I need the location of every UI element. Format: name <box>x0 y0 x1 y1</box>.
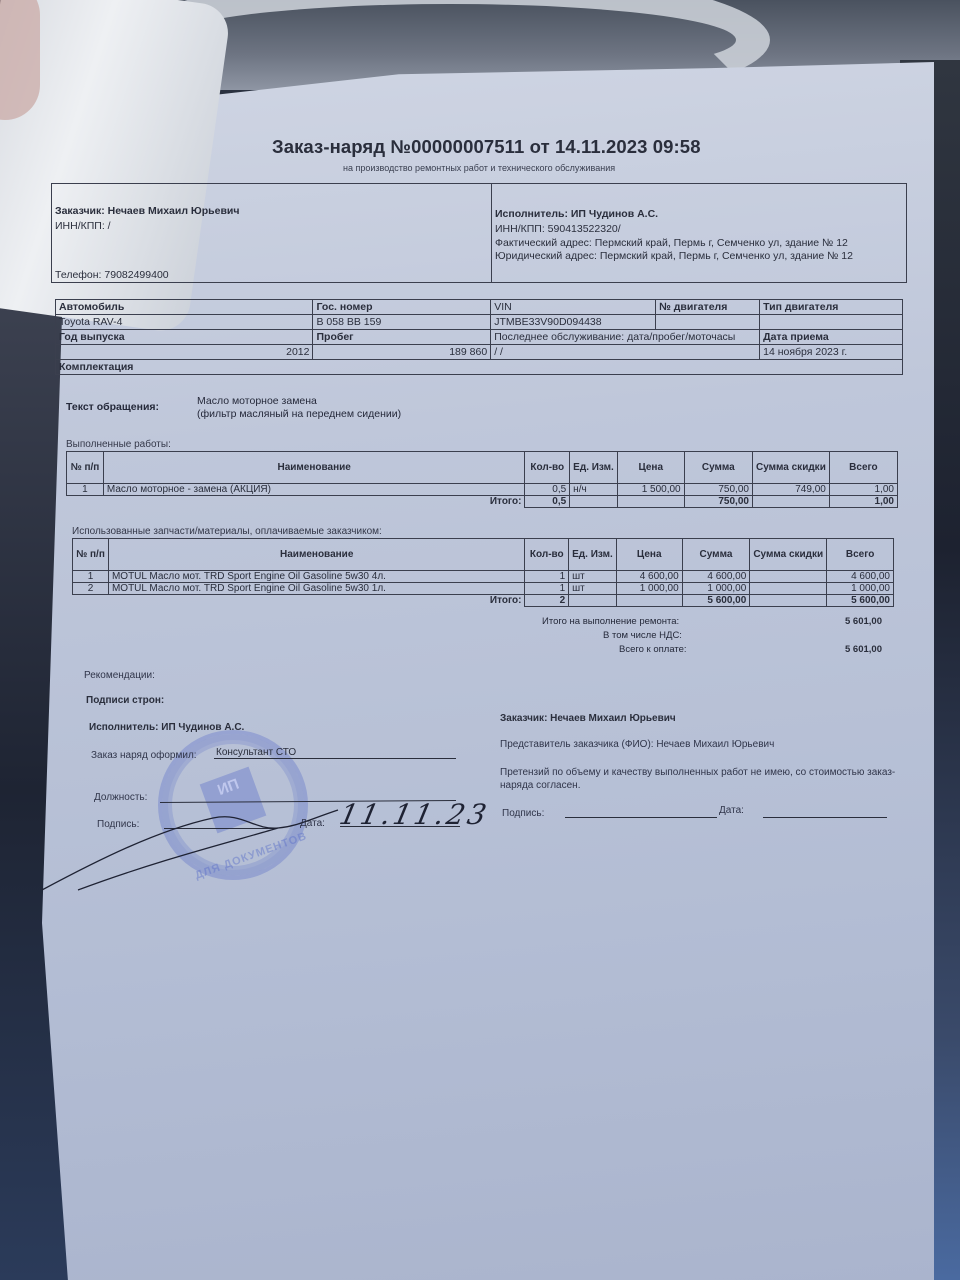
contractor-name: Исполнитель: ИП Чудинов А.С. <box>495 208 659 220</box>
works-header-row <box>67 452 898 484</box>
header-mileage: Пробег <box>313 330 491 345</box>
customer-block <box>52 184 492 282</box>
col-price: Цена <box>616 539 682 571</box>
row-name: MOTUL Масло мот. TRD Sport Engine Oil Gasoline 5w30 1л. <box>108 583 524 595</box>
row-sum: 1 000,00 <box>682 583 750 595</box>
total-label: Итого: <box>489 595 522 607</box>
row-sum: 750,00 <box>684 484 752 496</box>
row-unit: шт <box>569 583 617 595</box>
value-car: Toyota RAV-4 <box>56 315 313 330</box>
table-row <box>67 484 898 496</box>
row-total: 1 000,00 <box>827 583 894 595</box>
value-year: 2012 <box>56 345 313 360</box>
value-plate: В 058 ВВ 159 <box>313 315 491 330</box>
request-text <box>197 395 401 421</box>
col-name: Наименование <box>108 539 524 571</box>
signature-scribble-icon <box>38 790 358 900</box>
row-num: 1 <box>73 571 109 583</box>
works-section-label: Выполненные работы: <box>66 439 171 450</box>
customer-signature-label: Подпись: <box>502 808 545 819</box>
parts-table <box>72 538 894 607</box>
vehicle-table <box>55 299 903 375</box>
customer-representative: Представитель заказчика (ФИО): Нечаев Михаил Юрьевич <box>500 739 775 750</box>
contractor-inn: ИНН/КПП: 590413522320/ <box>495 223 621 235</box>
col-num: № п/п <box>73 539 109 571</box>
parts-total-row <box>73 595 894 607</box>
value-vin: JTMBE33V90D094438 <box>491 315 656 330</box>
contractor-signature-label: Подпись: <box>97 819 140 830</box>
total-qty: 2 <box>525 595 569 607</box>
row-sum: 4 600,00 <box>682 571 750 583</box>
row-discount <box>750 571 827 583</box>
row-total: 1,00 <box>829 484 897 496</box>
value-mileage: 189 860 <box>313 345 491 360</box>
contractor-date-label: Дата: <box>300 818 325 829</box>
row-price: 1 500,00 <box>617 484 684 496</box>
col-sum: Сумма <box>682 539 750 571</box>
row-name: MOTUL Масло мот. TRD Sport Engine Oil Gasoline 5w30 4л. <box>108 571 524 583</box>
request-label: Текст обращения: <box>66 401 160 413</box>
header-plate: Гос. номер <box>313 300 491 315</box>
row-discount <box>750 583 827 595</box>
recommendations-label: Рекомендации: <box>84 670 155 681</box>
contractor-sign-title: Исполнитель: ИП Чудинов А.С. <box>89 722 245 733</box>
signatures-label: Подписи строн: <box>86 695 165 706</box>
header-vin: VIN <box>491 300 656 315</box>
row-unit: н/ч <box>570 484 618 496</box>
customer-date-line <box>763 817 887 818</box>
header-car: Автомобиль <box>56 300 313 315</box>
row-price: 1 000,00 <box>616 583 682 595</box>
table-row <box>73 571 894 583</box>
row-discount: 749,00 <box>752 484 829 496</box>
row-qty: 1 <box>525 571 569 583</box>
total-sum: 5 600,00 <box>682 595 750 607</box>
col-sum: Сумма <box>684 452 752 484</box>
col-price: Цена <box>617 452 684 484</box>
contractor-actual-address: Фактический адрес: Пермский край, Пермь г, Семченко ул, здание № 12 <box>495 237 848 249</box>
customer-name: Заказчик: Нечаев Михаил Юрьевич <box>55 205 240 217</box>
works-table <box>66 451 898 508</box>
row-num: 1 <box>67 484 104 496</box>
customer-signature-line <box>565 817 717 818</box>
col-unit: Ед. Изм. <box>569 539 617 571</box>
document-subtitle: на производство ремонтных работ и технического обслуживания <box>343 163 616 173</box>
value-engine-no <box>656 315 760 330</box>
issued-by-line <box>214 758 456 759</box>
total-sum: 750,00 <box>684 496 752 508</box>
row-unit: шт <box>569 571 617 583</box>
grand-total-value: 5 601,00 <box>845 644 882 655</box>
header-date-received: Дата приема <box>760 330 903 345</box>
col-qty: Кол-во <box>525 452 570 484</box>
col-name: Наименование <box>103 452 524 484</box>
stamp-logo: ИП <box>200 767 267 834</box>
issued-by-label: Заказ наряд оформил: <box>91 750 197 761</box>
total-total: 5 600,00 <box>827 595 894 607</box>
col-discount: Сумма скидки <box>752 452 829 484</box>
contractor-block <box>492 184 906 282</box>
row-num: 2 <box>73 583 109 595</box>
handwritten-date: 11.11.23 <box>336 798 493 831</box>
total-label: Итого: <box>489 496 522 508</box>
header-year: Год выпуска <box>56 330 313 345</box>
stamp-text: ДЛЯ ДОКУМЕНТОВ <box>193 830 309 882</box>
works-total-row <box>67 496 898 508</box>
header-engine-no: № двигателя <box>656 300 760 315</box>
parts-header-row <box>73 539 894 571</box>
position-label: Должность: <box>94 792 148 803</box>
customer-phone: Телефон: 79082499400 <box>55 269 169 281</box>
row-price: 4 600,00 <box>616 571 682 583</box>
col-num: № п/п <box>67 452 104 484</box>
customer-sign-title: Заказчик: Нечаев Михаил Юрьевич <box>500 713 676 724</box>
col-total: Всего <box>829 452 897 484</box>
col-unit: Ед. Изм. <box>570 452 618 484</box>
col-discount: Сумма скидки <box>750 539 827 571</box>
repair-total-label: Итого на выполнение ремонта: <box>542 616 680 627</box>
issued-by-value: Консультант СТО <box>216 747 297 758</box>
row-qty: 1 <box>525 583 569 595</box>
customer-inn: ИНН/КПП: / <box>55 220 111 232</box>
parties-box <box>51 183 907 283</box>
header-equipment: Комплектация <box>56 360 903 375</box>
row-qty: 0,5 <box>525 484 570 496</box>
contractor-legal-address: Юридический адрес: Пермский край, Пермь г, Семченко ул, здание № 12 <box>495 250 853 262</box>
document-title: Заказ-наряд №00000007511 от 14.11.2023 09:58 <box>272 136 701 157</box>
value-date-received: 14 ноября 2023 г. <box>760 345 903 360</box>
header-engine-type: Тип двигателя <box>760 300 903 315</box>
customer-statement: Претензий по объему и качеству выполненных работ не имею, со стоимостью заказ-наряда согласен. <box>500 767 896 791</box>
grand-total-label: Всего к оплате: <box>619 644 687 655</box>
vat-label: В том числе НДС: <box>603 630 682 641</box>
value-engine-type <box>760 315 903 330</box>
request-line-1: Масло моторное замена <box>197 395 317 407</box>
col-total: Всего <box>827 539 894 571</box>
row-total: 4 600,00 <box>827 571 894 583</box>
table-row <box>73 583 894 595</box>
total-qty: 0,5 <box>525 496 570 508</box>
customer-date-label: Дата: <box>719 805 744 816</box>
value-last-service: / / <box>491 345 760 360</box>
total-total: 1,00 <box>829 496 897 508</box>
row-name: Масло моторное - замена (АКЦИЯ) <box>103 484 524 496</box>
request-line-2: (фильтр масляный на переднем сидении) <box>197 408 402 420</box>
header-last-service: Последнее обслуживание: дата/пробег/моточасы <box>491 330 760 345</box>
repair-total-value: 5 601,00 <box>845 616 882 627</box>
parts-section-label: Использованные запчасти/материалы, оплачиваемые заказчиком: <box>72 526 382 537</box>
col-qty: Кол-во <box>525 539 569 571</box>
